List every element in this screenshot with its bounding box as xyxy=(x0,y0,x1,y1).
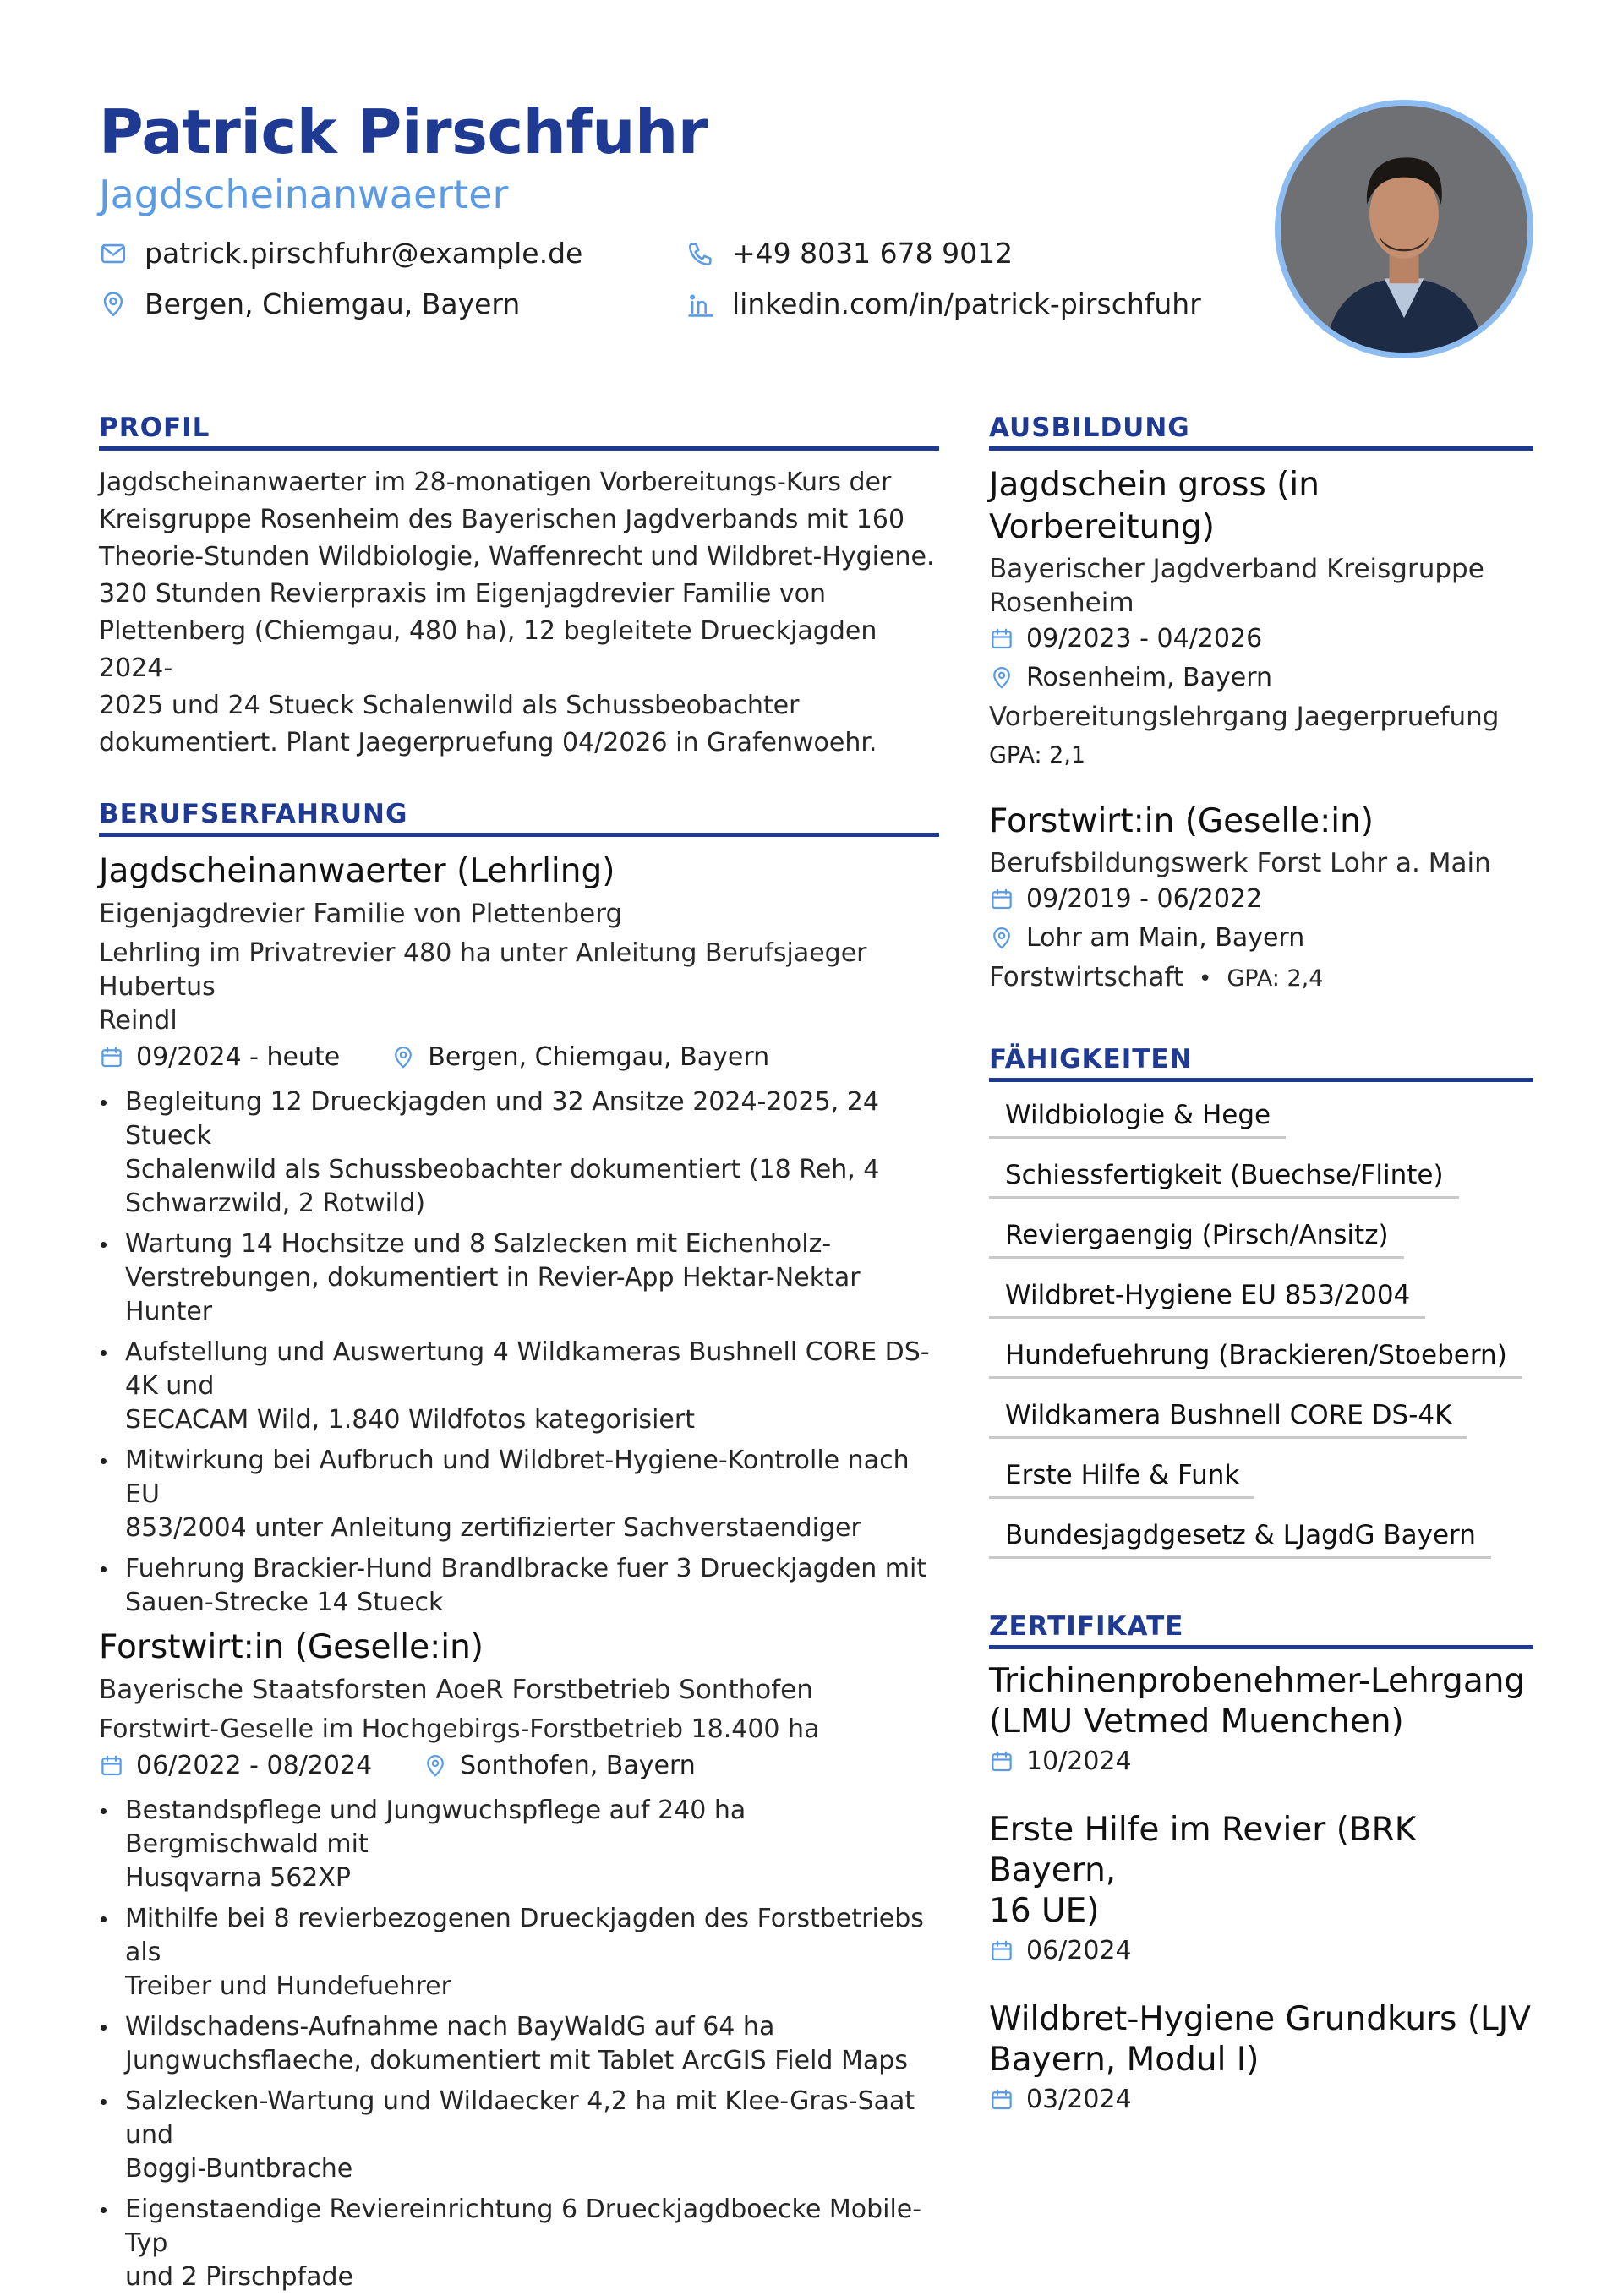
education-location-row xyxy=(989,919,1533,958)
job-entry xyxy=(99,1626,939,2294)
profile-line: dokumentiert. Plant Jaegerpruefung 04/2026 in Grafenwoehr. xyxy=(99,728,877,757)
job-bullets xyxy=(99,1085,939,1620)
separator-dot: • xyxy=(1198,966,1212,992)
school-name-line: Berufsbildungswerk Forst Lohr a. Main xyxy=(989,848,1491,878)
job-description xyxy=(99,1713,939,1747)
contact-location xyxy=(99,287,520,320)
certificate-title-line: (LMU Vetmed Muenchen) xyxy=(989,1703,1404,1741)
certificate-date: 06/2024 xyxy=(1026,1936,1132,1965)
bullet-item: Aufstellung und Auswertung 4 Wildkameras Bushnell CORE DS-4K und SECACAM Wild, 1.840 Wildfotos kategorisiert xyxy=(99,1336,939,1437)
degree-title: Jagdschein gross (in Vorbereitung) xyxy=(989,466,1320,546)
job-description-line: Lehrling im Privatrevier 480 ha unter Anleitung Berufsjaeger Hubertus xyxy=(99,938,867,1002)
education-field: Forstwirtschaft xyxy=(989,962,1183,992)
bullet-item: Begleitung 12 Drueckjagden und 32 Ansitze 2024-2025, 24 Stueck Schalenwild als Schussbeobachter dokumentiert (18 Reh, 4 Schwarzwild, 2 Rotwild) xyxy=(99,1085,939,1221)
profile-heading: PROFIL xyxy=(99,411,939,451)
certificate-entry xyxy=(989,1999,1533,2119)
location-icon xyxy=(989,926,1014,951)
bullet-item: Mitwirkung bei Aufbruch und Wildbret-Hygiene-Kontrolle nach EU 853/2004 unter Anleitung zertifizierter Sachverstaendiger xyxy=(99,1444,939,1545)
contact-linkedin[interactable] xyxy=(686,287,1201,320)
certificate-title-line: Erste Hilfe im Revier (BRK Bayern, xyxy=(989,1811,1417,1889)
contact-email[interactable] xyxy=(99,237,582,270)
job-description-line: Reindl xyxy=(99,1006,178,1036)
certificates-heading: ZERTIFIKATE xyxy=(989,1610,1533,1649)
location-icon xyxy=(989,665,1014,691)
email-text: patrick.pirschfuhr@example.de xyxy=(145,237,583,270)
candidate-name: Patrick Pirschfuhr xyxy=(99,96,708,167)
job-employer: Bayerische Staatsforsten AoeR Forstbetrieb Sonthofen xyxy=(99,1675,813,1705)
skill-tag: Wildbiologie & Hege xyxy=(989,1094,1286,1139)
school-name xyxy=(989,552,1533,620)
certificate-title-line: 16 UE) xyxy=(989,1892,1100,1930)
skill-tag: Erste Hilfe & Funk xyxy=(989,1454,1254,1499)
education-dates: 09/2023 - 04/2026 xyxy=(1026,624,1263,653)
education-location: Rosenheim, Bayern xyxy=(1026,663,1273,692)
degree-title: Forstwirt:in (Geselle:in) xyxy=(989,802,1374,840)
job-employer: Eigenjagdrevier Familie von Plettenberg xyxy=(99,899,623,929)
phone-text: +49 8031 678 9012 xyxy=(732,237,1014,270)
job-description xyxy=(99,937,939,1038)
job-title: Forstwirt:in (Geselle:in) xyxy=(99,1628,484,1666)
school-name-line: Bayerischer Jagdverband Kreisgruppe xyxy=(989,554,1484,584)
education-dates: 09/2019 - 06/2022 xyxy=(1026,884,1263,914)
skill-tag: Schiessfertigkeit (Buechse/Flinte) xyxy=(989,1154,1459,1199)
calendar-icon xyxy=(989,2087,1014,2113)
experience-heading: BERUFSERFAHRUNG xyxy=(99,797,939,837)
certificate-title xyxy=(989,1810,1533,1932)
job-location: Sonthofen, Bayern xyxy=(460,1751,696,1780)
profile-line: Theorie-Stunden Wildbiologie, Waffenrecht und Wildbret-Hygiene. xyxy=(99,542,935,571)
job-meta xyxy=(99,1747,939,1785)
certificate-title-line: Wildbret-Hygiene Grundkurs (LJV xyxy=(989,2000,1531,2038)
school-name xyxy=(989,846,1533,880)
location-icon xyxy=(391,1045,416,1070)
education-dates-row xyxy=(989,620,1533,659)
job-location: Bergen, Chiemgau, Bayern xyxy=(428,1042,770,1072)
education-field-row xyxy=(989,958,1533,998)
bullet-item: Wartung 14 Hochsitze und 8 Salzlecken mit Eichenholz- Verstrebungen, dokumentiert in Revier-App Hektar-Nektar Hunter xyxy=(99,1227,939,1329)
calendar-icon xyxy=(989,626,1014,652)
mail-icon xyxy=(99,239,128,268)
job-dates: 06/2022 - 08/2024 xyxy=(136,1751,373,1780)
profile-summary xyxy=(99,464,939,762)
calendar-icon xyxy=(989,1749,1014,1774)
certificate-title xyxy=(989,1999,1533,2080)
bullet-item: Bestandspflege und Jungwuchspflege auf 240 ha Bergmischwald mit Husqvarna 562XP xyxy=(99,1794,939,1895)
skills-heading: FÄHIGKEITEN xyxy=(989,1042,1533,1082)
school-name-line: Rosenheim xyxy=(989,588,1134,618)
certificate-title xyxy=(989,1661,1533,1742)
calendar-icon xyxy=(989,887,1014,912)
contact-phone[interactable] xyxy=(686,237,1013,270)
skills-list xyxy=(989,1094,1533,1574)
location-text: Bergen, Chiemgau, Bayern xyxy=(145,287,521,320)
job-title: Jagdscheinanwaerter (Lehrling) xyxy=(99,852,615,890)
profile-line: Jagdscheinanwaerter im 28-monatigen Vorbereitungs-Kurs der xyxy=(99,467,892,497)
certificate-date-row xyxy=(989,1742,1533,1781)
skill-tag: Bundesjagdgesetz & LJagdG Bayern xyxy=(989,1514,1491,1559)
certificate-date-row xyxy=(989,2080,1533,2119)
education-entry xyxy=(989,801,1533,998)
bullet-item: Fuehrung Brackier-Hund Brandlbracke fuer 3 Drueckjagden mit Sauen-Strecke 14 Stueck xyxy=(99,1552,939,1620)
skill-tag: Wildkamera Bushnell CORE DS-4K xyxy=(989,1394,1467,1439)
phone-icon xyxy=(686,239,715,268)
education-field: Vorbereitungslehrgang Jaegerpruefung xyxy=(989,702,1500,732)
certificate-date: 03/2024 xyxy=(1026,2085,1132,2114)
profile-line: Kreisgruppe Rosenheim des Bayerischen Jagdverbands mit 160 xyxy=(99,505,905,534)
bullet-item: Wildschadens-Aufnahme nach BayWaldG auf 64 ha Jungwuchsflaeche, dokumentiert mit Tablet ArcGIS Field Maps xyxy=(99,2010,939,2078)
calendar-icon xyxy=(99,1045,124,1070)
certificate-entry xyxy=(989,1810,1533,1971)
job-dates: 09/2024 - heute xyxy=(136,1042,341,1072)
calendar-icon xyxy=(99,1753,124,1779)
education-location-row xyxy=(989,659,1533,697)
location-icon xyxy=(423,1753,448,1779)
education-gpa: GPA: 2,4 xyxy=(1227,965,1324,992)
resume-header xyxy=(99,93,1240,380)
skill-tag: Reviergaengig (Pirsch/Ansitz) xyxy=(989,1214,1404,1259)
bullet-item: Salzlecken-Wartung und Wildaecker 4,2 ha mit Klee-Gras-Saat und Boggi-Buntbrache xyxy=(99,2085,939,2186)
location-icon xyxy=(99,290,128,319)
education-dates-row xyxy=(989,880,1533,919)
certificate-title-line: Bayern, Modul I) xyxy=(989,2041,1260,2079)
certificate-date-row xyxy=(989,1932,1533,1971)
bullet-item: Mithilfe bei 8 revierbezogenen Drueckjagden des Forstbetriebs als Treiber und Hundefuehrer xyxy=(99,1902,939,2004)
bullet-item: Eigenstaendige Reviereinrichtung 6 Drueckjagdboecke Mobile-Typ und 2 Pirschpfade xyxy=(99,2193,939,2294)
profile-line: 2025 und 24 Stueck Schalenwild als Schussbeobachter xyxy=(99,691,800,720)
education-location: Lohr am Main, Bayern xyxy=(1026,923,1305,953)
education-entry xyxy=(989,464,1533,775)
candidate-title: Jagdscheinanwaerter xyxy=(99,172,509,217)
left-column xyxy=(99,411,939,2296)
skill-tag: Hundefuehrung (Brackieren/Stoebern) xyxy=(989,1334,1522,1379)
job-bullets xyxy=(99,1794,939,2294)
job-entry xyxy=(99,850,939,1620)
right-column xyxy=(989,411,1533,2119)
linkedin-icon xyxy=(686,290,715,319)
certificate-date: 10/2024 xyxy=(1026,1747,1132,1776)
job-meta xyxy=(99,1038,939,1077)
education-heading: AUSBILDUNG xyxy=(989,411,1533,451)
linkedin-text: linkedin.com/in/patrick-pirschfuhr xyxy=(732,287,1201,320)
calendar-icon xyxy=(989,1938,1014,1964)
profile-line: 320 Stunden Revierpraxis im Eigenjagdrevier Familie von xyxy=(99,579,827,609)
skill-tag: Wildbret-Hygiene EU 853/2004 xyxy=(989,1274,1425,1319)
certificate-title-line: Trichinenprobenehmer-Lehrgang xyxy=(989,1662,1526,1700)
profile-line: Plettenberg (Chiemgau, 480 ha), 12 begleitete Drueckjagden 2024- xyxy=(99,616,877,683)
certificate-entry xyxy=(989,1661,1533,1781)
profile-photo xyxy=(1275,100,1533,358)
education-gpa: GPA: 2,1 xyxy=(989,742,1086,768)
job-description-line: Forstwirt-Geselle im Hochgebirgs-Forstbetrieb 18.400 ha xyxy=(99,1714,820,1744)
